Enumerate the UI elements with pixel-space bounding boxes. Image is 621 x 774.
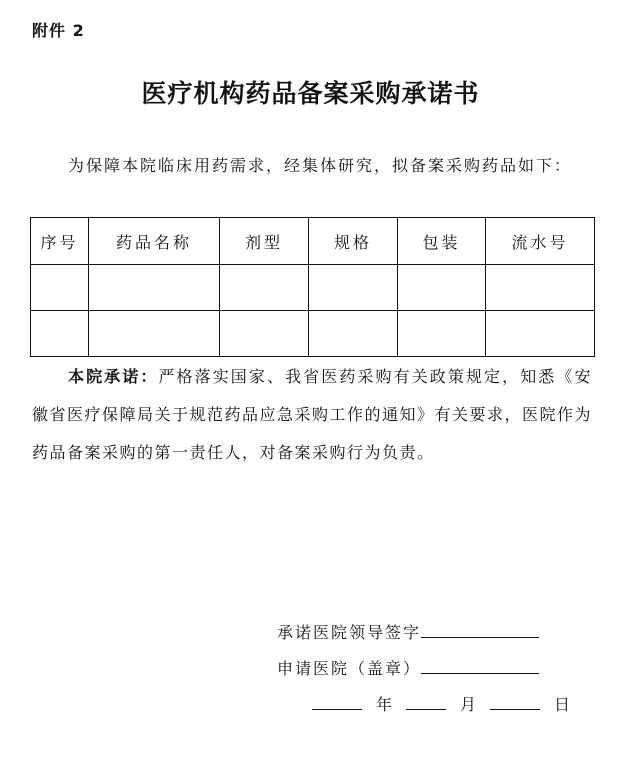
- year-label: 年: [376, 695, 393, 714]
- table-cell[interactable]: [398, 311, 486, 357]
- table-row: [31, 265, 595, 311]
- table-cell[interactable]: [309, 311, 398, 357]
- table-cell[interactable]: [398, 265, 486, 311]
- table-row: [31, 311, 595, 357]
- seal-line: [277, 656, 539, 679]
- leader-signature-blank[interactable]: [421, 636, 539, 638]
- header-drug-name: 药品名称: [89, 218, 220, 265]
- attachment-label: 附件 2: [32, 21, 85, 40]
- day-blank[interactable]: [490, 708, 540, 710]
- header-serial-number: 序号: [31, 218, 89, 265]
- date-line: [312, 692, 584, 715]
- header-dosage-form: 剂型: [220, 218, 309, 265]
- table-cell[interactable]: [309, 265, 398, 311]
- table-cell[interactable]: [220, 265, 309, 311]
- header-packaging: 包装: [398, 218, 486, 265]
- pledge-body: 严格落实国家、我省医药采购有关政策规定，知悉《安徽省医疗保障局关于规范药品应急采购工作的通知》有关要求，医院作为药品备案采购的第一责任人，对备案采购行为负责。: [32, 367, 593, 462]
- year-blank[interactable]: [312, 708, 362, 710]
- document-title: 医疗机构药品备案采购承诺书: [141, 79, 480, 108]
- table-cell[interactable]: [486, 311, 595, 357]
- seal-label: 申请医院（盖章）: [277, 659, 422, 678]
- month-label: 月: [460, 695, 477, 714]
- intro-paragraph: 为保障本院临床用药需求，经集体研究，拟备案采购药品如下：: [68, 156, 573, 175]
- leader-signature-line: [277, 620, 539, 643]
- table-cell[interactable]: [486, 265, 595, 311]
- pledge-paragraph: [32, 358, 592, 472]
- table-cell[interactable]: [31, 311, 89, 357]
- leader-signature-label: 承诺医院领导签字: [277, 623, 422, 642]
- day-label: 日: [554, 695, 571, 714]
- pledge-lead: 本院承诺：: [68, 367, 159, 386]
- table-header-row: [31, 218, 595, 265]
- table-cell[interactable]: [31, 265, 89, 311]
- seal-blank[interactable]: [421, 672, 539, 674]
- header-serial-code: 流水号: [486, 218, 595, 265]
- month-blank[interactable]: [406, 708, 446, 710]
- table-cell[interactable]: [89, 265, 220, 311]
- header-specification: 规格: [309, 218, 398, 265]
- table-cell[interactable]: [220, 311, 309, 357]
- drug-table: [30, 217, 595, 357]
- table-cell[interactable]: [89, 311, 220, 357]
